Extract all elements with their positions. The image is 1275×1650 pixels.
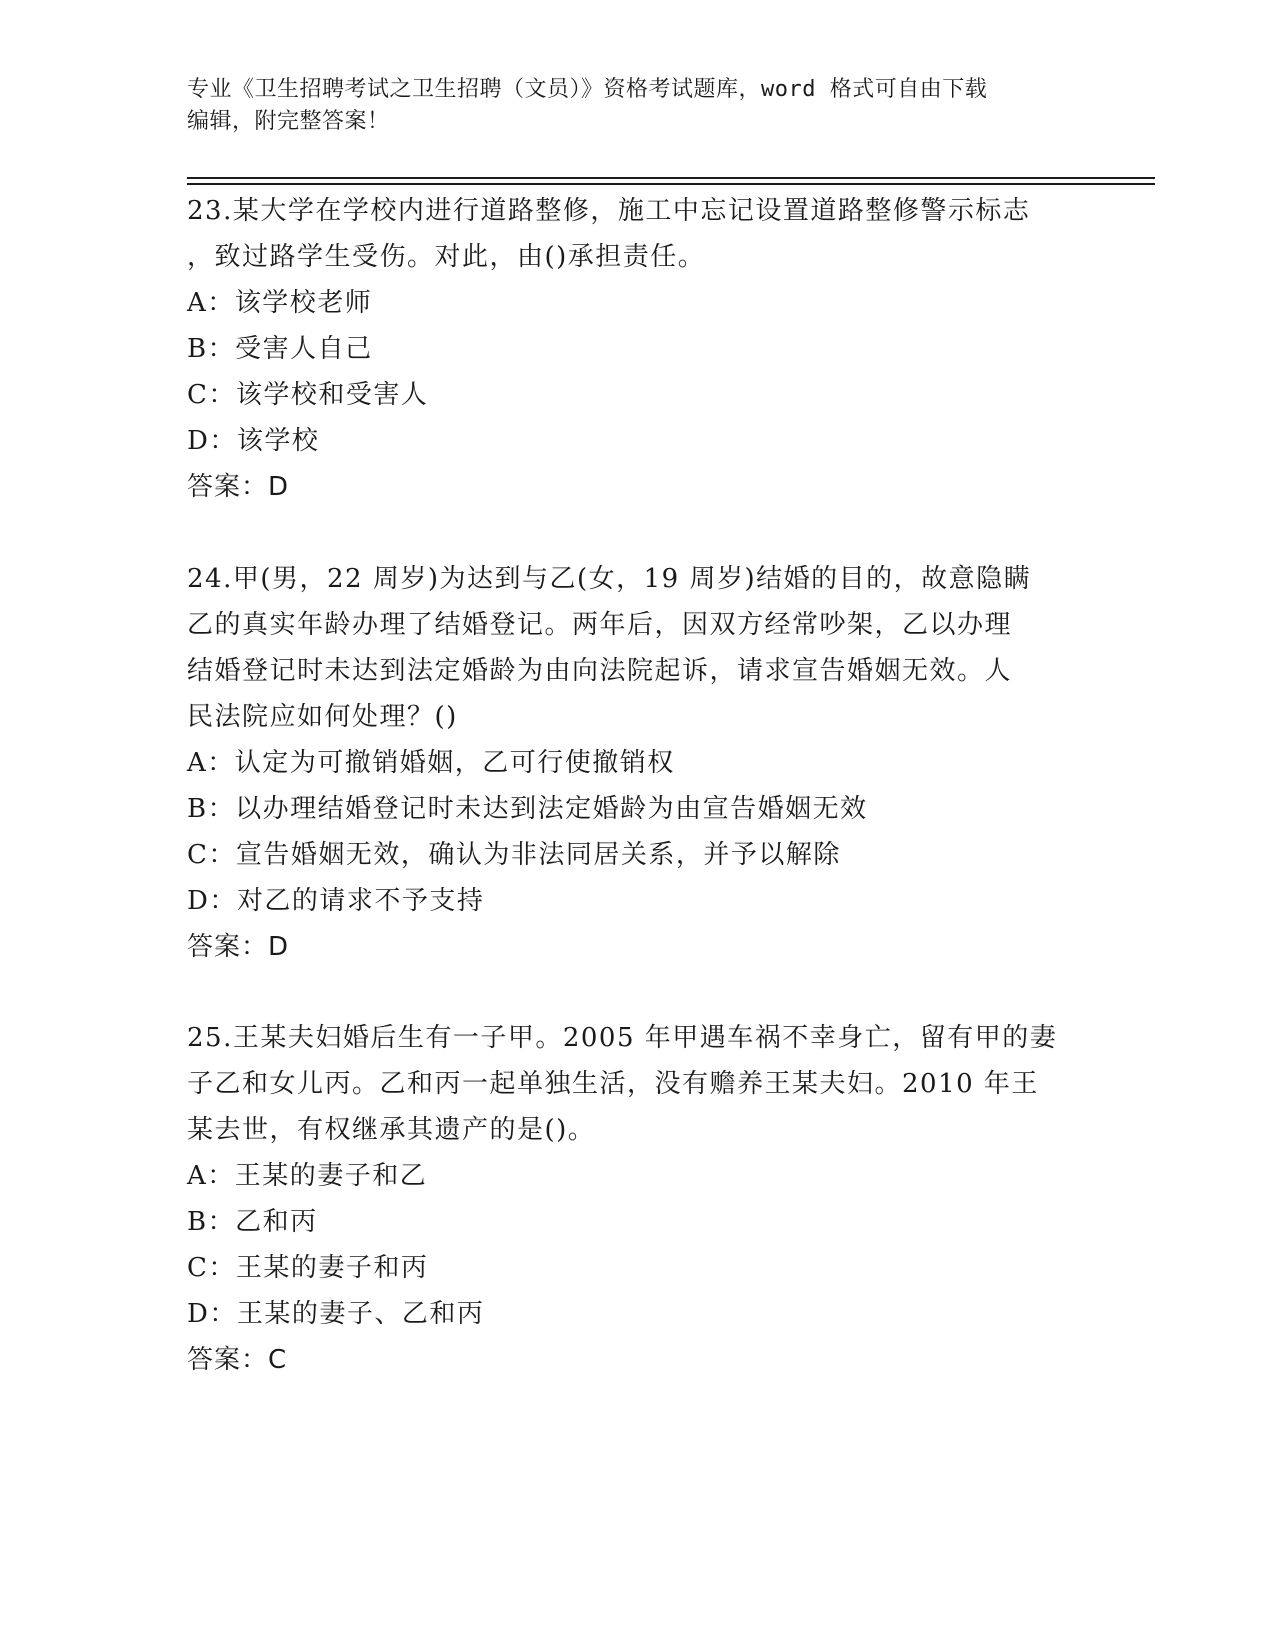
option-c: C：王某的妻子和丙	[187, 1253, 429, 1283]
question-block	[187, 1015, 1087, 1383]
header-divider	[187, 183, 1155, 185]
answer-line: 答案：C	[187, 1345, 288, 1375]
header-line: 编辑，附完整答案！	[187, 109, 390, 134]
option-c: C：宣告婚姻无效，确认为非法同居关系，并予以解除	[187, 840, 841, 870]
answer-line: 答案：D	[187, 932, 290, 962]
question-block	[187, 556, 1087, 970]
option-b: B：乙和丙	[187, 1207, 318, 1237]
question-text-line: 23.某大学在学校内进行道路整修，施工中忘记设置道路整修警示标志	[187, 196, 1031, 226]
question-text-line: 子乙和女儿丙。乙和丙一起单独生活，没有赡养王某夫妇。2010 年王	[187, 1069, 1039, 1099]
option-a: A：该学校老师	[187, 288, 373, 318]
option-d: D：对乙的请求不予支持	[187, 886, 485, 916]
question-text-line: 结婚登记时未达到法定婚龄为由向法院起诉，请求宣告婚姻无效。人	[187, 656, 1013, 686]
option-b: B：以办理结婚登记时未达到法定婚龄为由宣告婚姻无效	[187, 794, 868, 824]
option-d: D：王某的妻子、乙和丙	[187, 1299, 485, 1329]
question-text-line: 25.王某夫妇婚后生有一子甲。2005 年甲遇车祸不幸身亡，留有甲的妻	[187, 1023, 1058, 1053]
option-c: C：该学校和受害人	[187, 380, 429, 410]
question-text-line: 民法院应如何处理？()	[187, 702, 458, 732]
document-header	[187, 74, 1077, 138]
option-a: A：认定为可撤销婚姻，乙可行使撤销权	[187, 748, 675, 778]
question-text-line: 某去世，有权继承其遗产的是()。	[187, 1115, 596, 1145]
question-text-line: 24.甲(男，22 周岁)为达到与乙(女，19 周岁)结婚的目的，故意隐瞒	[187, 564, 1032, 594]
header-line: 专业《卫生招聘考试之卫生招聘（文员）》资格考试题库，word 格式可自由下载	[187, 77, 988, 102]
option-a: A：王某的妻子和乙	[187, 1161, 428, 1191]
question-text-line: ，致过路学生受伤。对此，由()承担责任。	[187, 242, 706, 272]
answer-line: 答案：D	[187, 472, 290, 502]
header-divider	[187, 177, 1155, 179]
question-block	[187, 188, 1087, 510]
question-text-line: 乙的真实年龄办理了结婚登记。两年后，因双方经常吵架，乙以办理	[187, 610, 1013, 640]
option-d: D：该学校	[187, 426, 320, 456]
option-b: B：受害人自己	[187, 334, 373, 364]
